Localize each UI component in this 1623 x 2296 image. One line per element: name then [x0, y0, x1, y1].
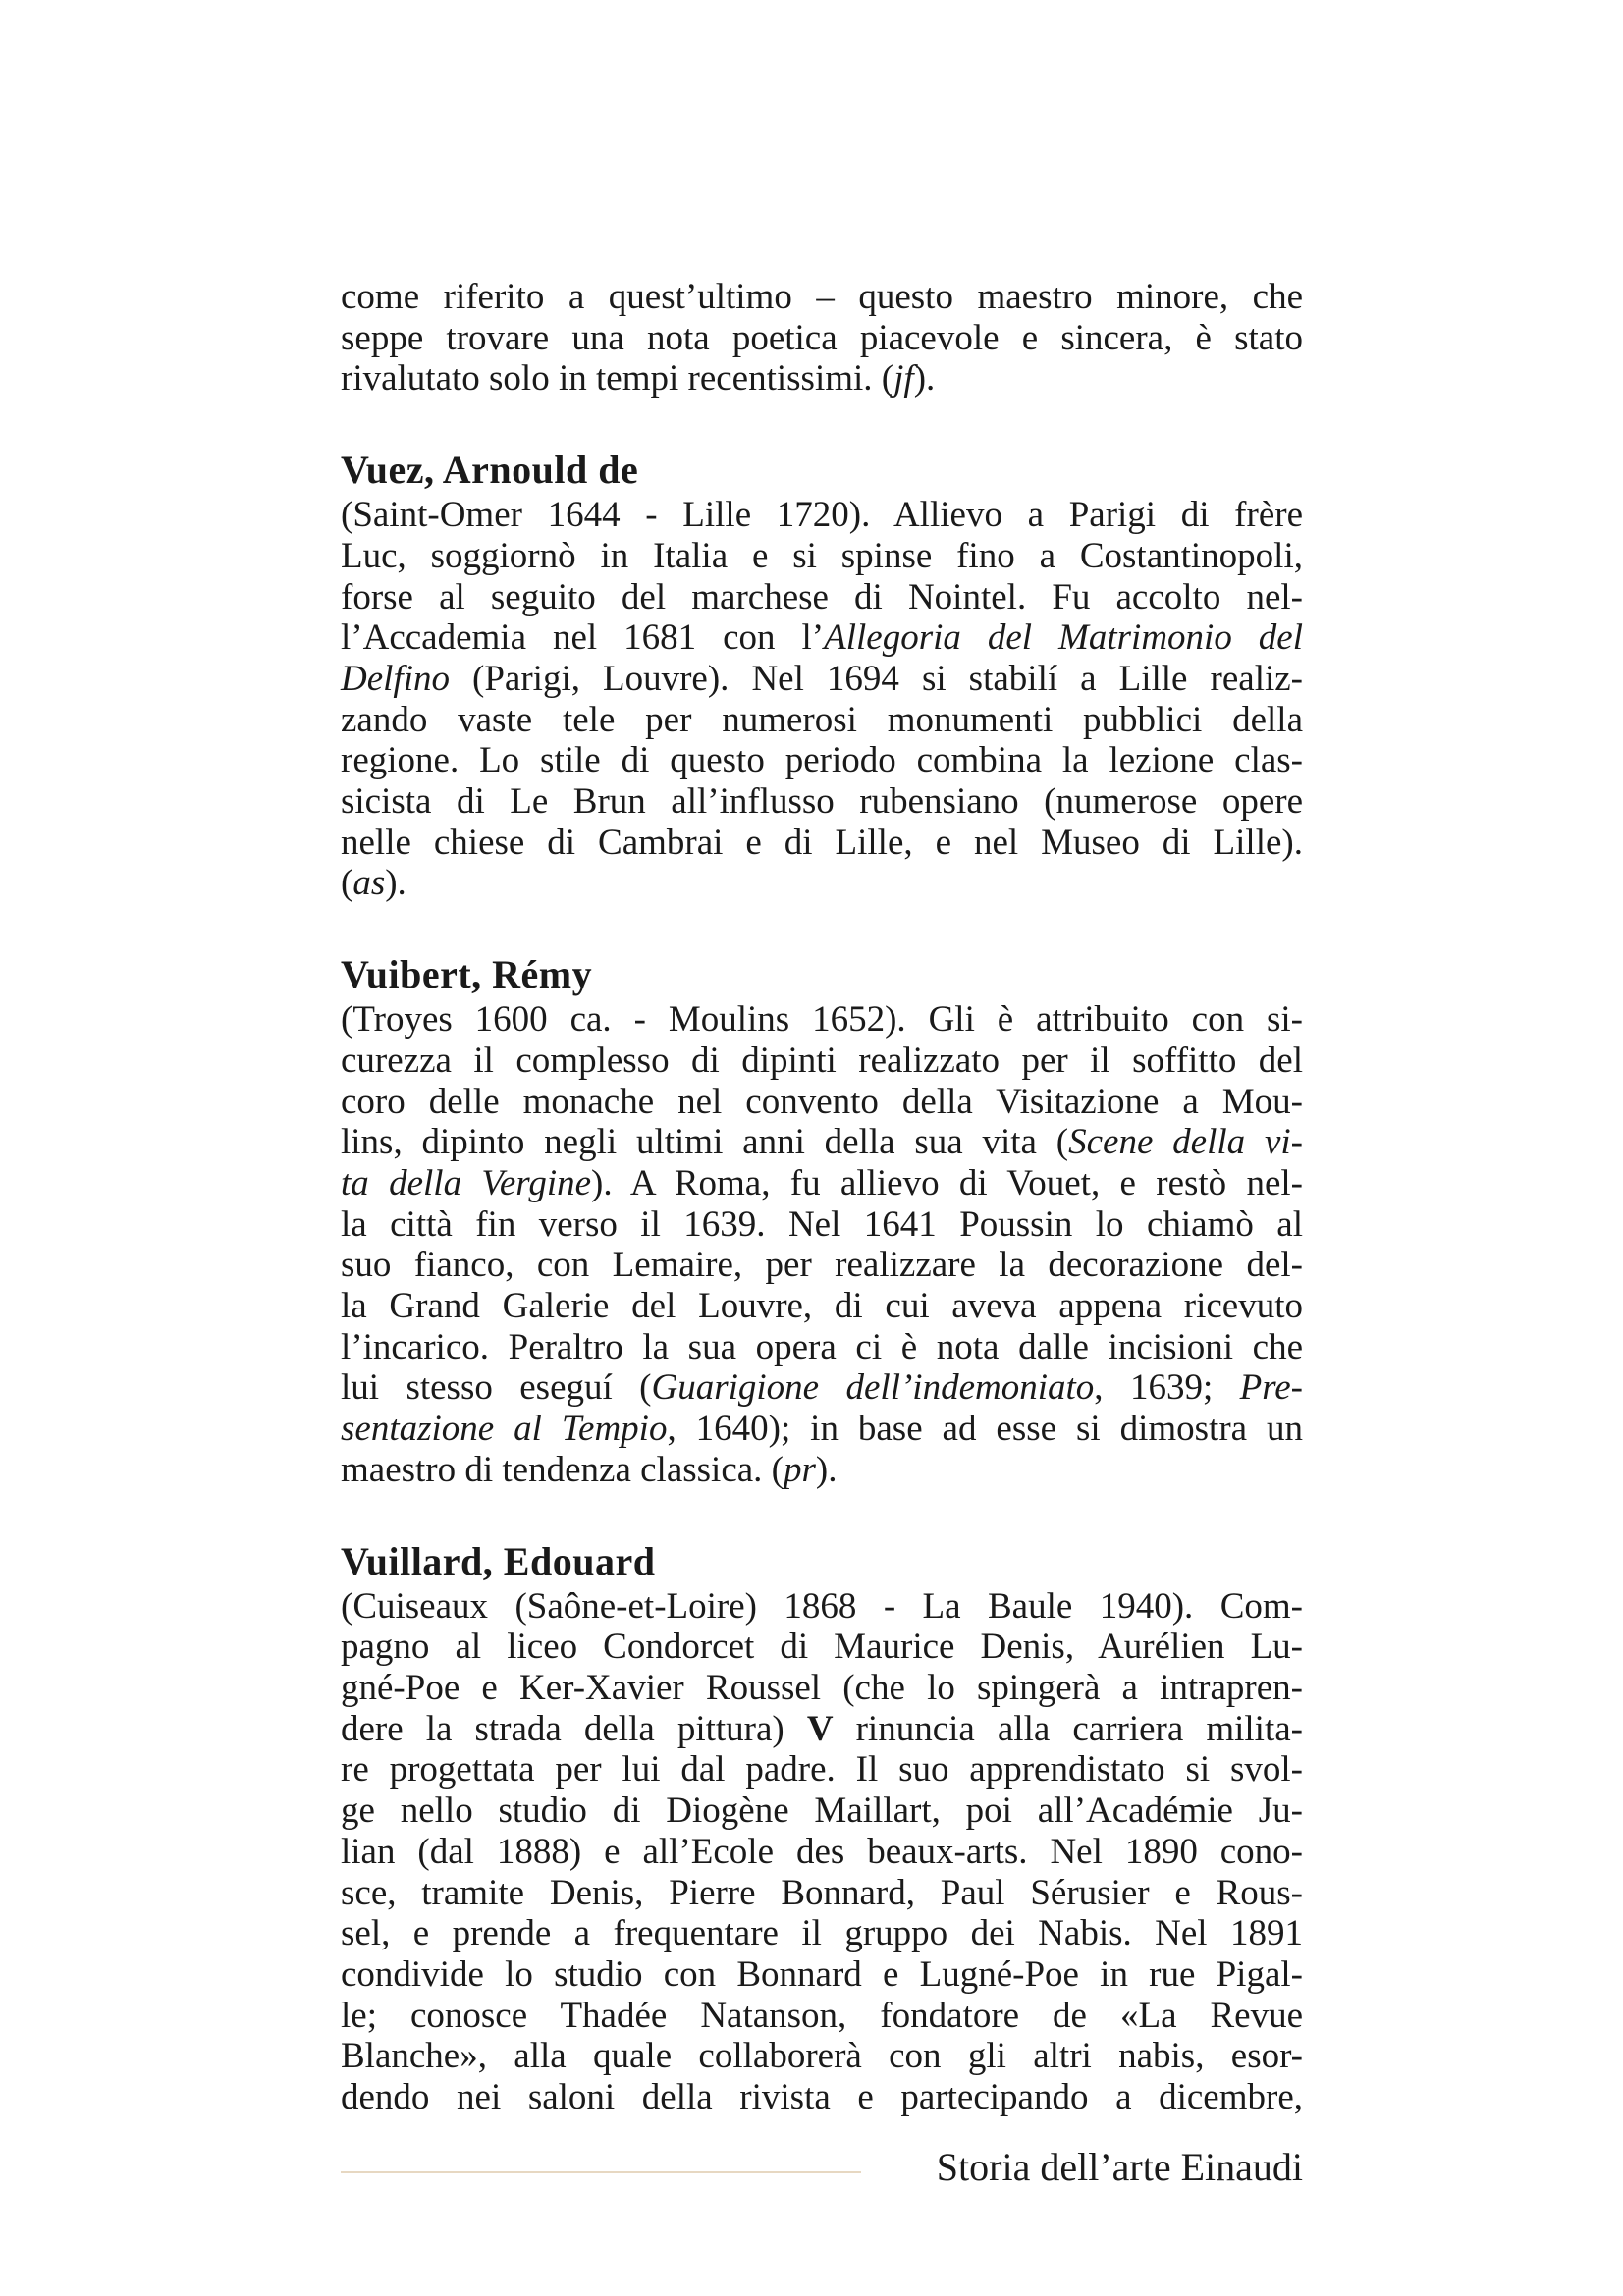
- entry-line: sentazione al Tempio, 1640); in base ad esse si dimostra un: [341, 1409, 1303, 1450]
- entry-line: ge nello studio di Diogène Maillart, poi all’Académie Ju-: [341, 1790, 1303, 1832]
- entry-line: le; conosce Thadée Natanson, fondatore de «La Revue: [341, 1995, 1303, 2036]
- entry-title: Vuez, Arnould de: [341, 448, 639, 493]
- entry-line: (as).: [341, 863, 406, 904]
- entry-line: dere la strada della pittura) V rinuncia alla carriera milita-: [341, 1708, 1303, 1749]
- intro-line: rivalutato solo in tempi recentissimi. (jf).: [341, 358, 936, 400]
- entry-line: regione. Lo stile di questo periodo combina la lezione clas-: [341, 740, 1303, 781]
- entry-line: (Troyes 1600 ca. - Moulins 1652). Gli è attribuito con si-: [341, 999, 1303, 1041]
- intro-line: come riferito a quest’ultimo – questo maestro minore, che: [341, 277, 1303, 317]
- entry-line: maestro di tendenza classica. (pr).: [341, 1449, 838, 1490]
- footer-rule: [341, 2171, 861, 2173]
- entry-line: (Saint-Omer 1644 - Lille 1720). Allievo a Parigi di frère: [341, 495, 1303, 536]
- entry-line: suo fianco, con Lemaire, per realizzare la decorazione del-: [341, 1245, 1303, 1286]
- entry-line: Delfino (Parigi, Louvre). Nel 1694 si stabilí a Lille realiz-: [341, 658, 1303, 699]
- entry-vuillard: [341, 1539, 1303, 2118]
- entry-line: Blanche», alla quale collaborerà con gli altri nabis, esor-: [341, 2036, 1303, 2077]
- entry-line: (Cuiseaux (Saône-et-Loire) 1868 - La Baule 1940). Com-: [341, 1585, 1303, 1627]
- entry-line: pagno al liceo Condorcet di Maurice Denis, Aurélien Lu-: [341, 1627, 1303, 1668]
- entry-vuibert: [341, 952, 1303, 1490]
- entry-line: gné-Poe e Ker-Xavier Roussel (che lo spingerà a intrapren-: [341, 1667, 1303, 1708]
- entry-line: lian (dal 1888) e all’Ecole des beaux-arts. Nel 1890 cono-: [341, 1831, 1303, 1872]
- entry-line: condivide lo studio con Bonnard e Lugné-Poe in rue Pigal-: [341, 1953, 1303, 1995]
- intro-paragraph: [341, 277, 1303, 400]
- entry-line: lins, dipinto negli ultimi anni della sua vita (Scene della vi-: [341, 1122, 1303, 1163]
- entry-body: [341, 999, 1303, 1490]
- entry-title: Vuibert, Rémy: [341, 952, 593, 997]
- entry-body: [341, 1586, 1303, 2118]
- entry-line: l’incarico. Peraltro la sua opera ci è nota dalle incisioni che: [341, 1326, 1303, 1367]
- footer-title: Storia dell’arte Einaudi: [936, 2145, 1303, 2189]
- entry-line: l’Accademia nel 1681 con l’Allegoria del Matrimonio del: [341, 617, 1303, 659]
- entry-line: lui stesso eseguí (Guarigione dell’indemoniato, 1639; Pre-: [341, 1367, 1303, 1409]
- entry-line: curezza il complesso di dipinti realizzato per il soffitto del: [341, 1040, 1303, 1081]
- entry-line: sicista di Le Brun all’influsso rubensiano (numerose opere: [341, 781, 1303, 823]
- entry-line: re progettata per lui dal padre. Il suo apprendistato si svol-: [341, 1749, 1303, 1790]
- entry-line: forse al seguito del marchese di Nointel. Fu accolto nel-: [341, 576, 1303, 617]
- entry-line: coro delle monache nel convento della Visitazione a Mou-: [341, 1081, 1303, 1122]
- text-column: [341, 277, 1303, 2118]
- entry-vuez: [341, 448, 1303, 904]
- entry-line: Luc, soggiornò in Italia e si spinse fino a Costantinopoli,: [341, 535, 1303, 576]
- entry-line: sce, tramite Denis, Pierre Bonnard, Paul Sérusier e Rous-: [341, 1872, 1303, 1913]
- entry-line: nelle chiese di Cambrai e di Lille, e nel Museo di Lille).: [341, 822, 1303, 863]
- entry-line: la città fin verso il 1639. Nel 1641 Poussin lo chiamò al: [341, 1203, 1303, 1245]
- entry-title: Vuillard, Edouard: [341, 1538, 656, 1583]
- intro-line: seppe trovare una nota poetica piacevole e sincera, è stato: [341, 317, 1303, 358]
- entry-line: sel, e prende a frequentare il gruppo dei Nabis. Nel 1891: [341, 1913, 1303, 1954]
- entry-line: la Grand Galerie del Louvre, di cui aveva appena ricevuto: [341, 1286, 1303, 1327]
- entry-line: zando vaste tele per numerosi monumenti pubblici della: [341, 699, 1303, 740]
- entry-body: [341, 495, 1303, 904]
- entry-line: ta della Vergine). A Roma, fu allievo di Vouet, e restò nel-: [341, 1162, 1303, 1203]
- entry-line: dendo nei saloni della rivista e partecipando a dicembre,: [341, 2077, 1303, 2118]
